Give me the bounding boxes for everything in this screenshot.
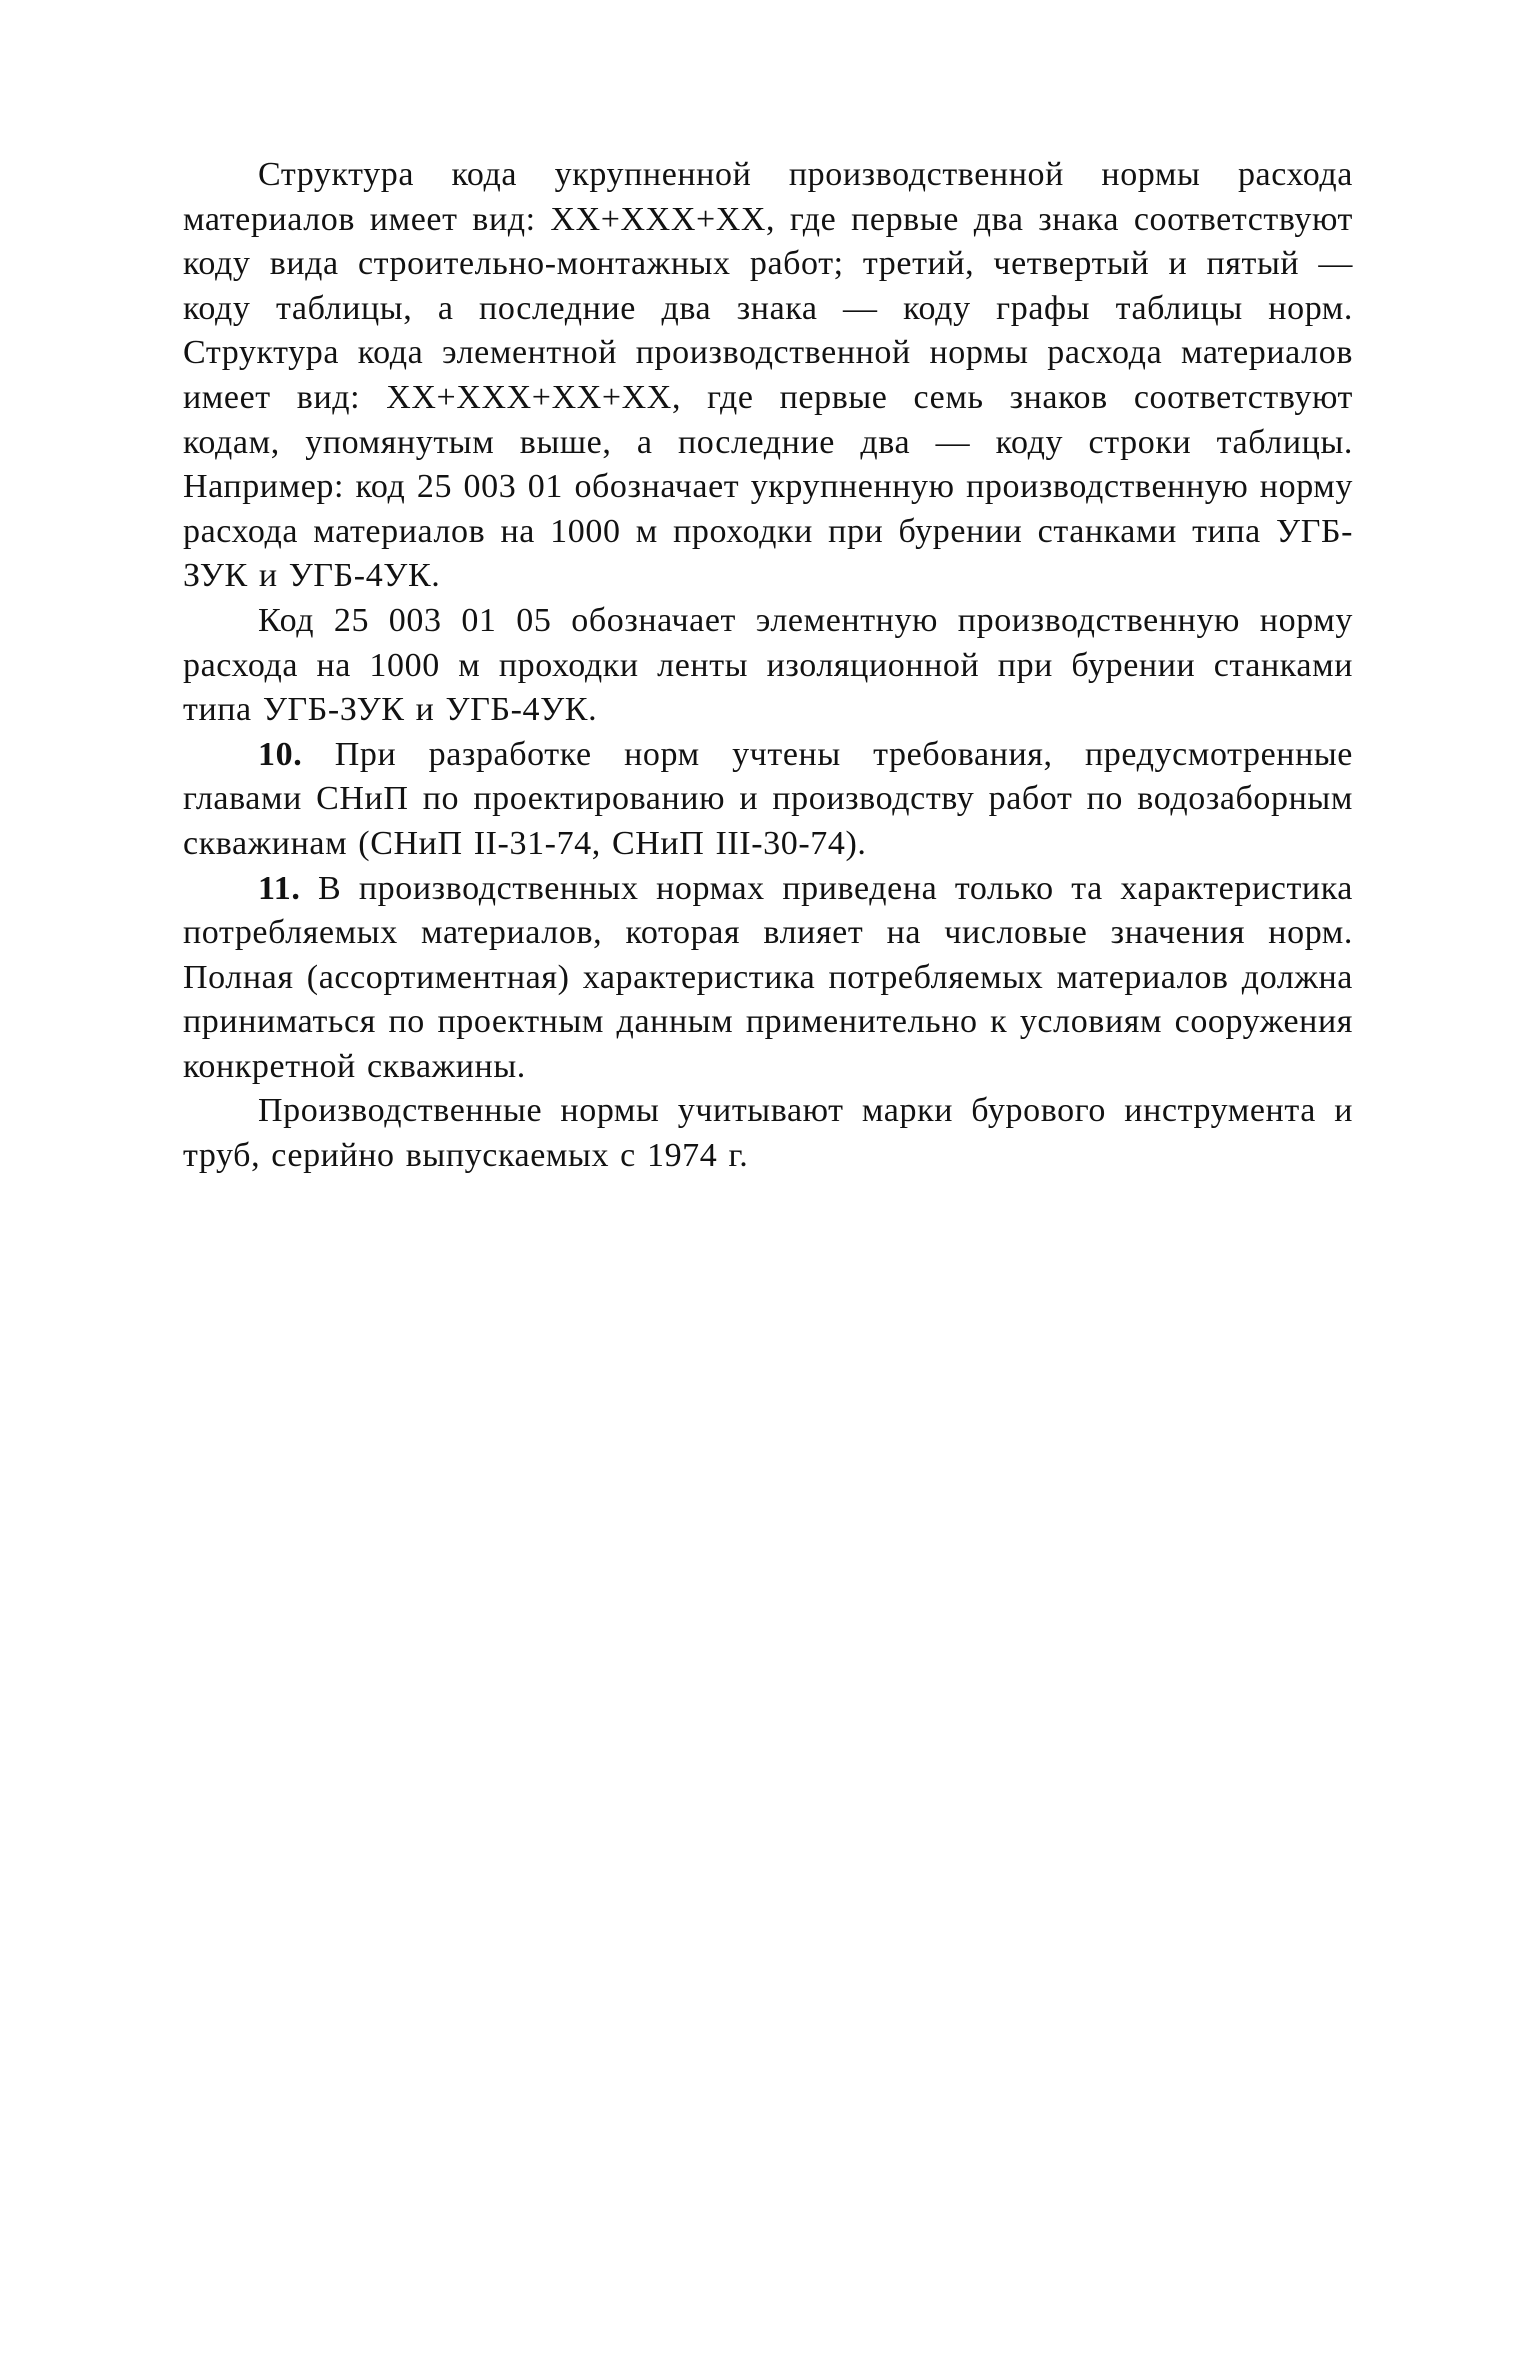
paragraph-code-example bbox=[183, 599, 1353, 733]
paragraph-text: При разработке норм учтены требования, предусмотренные главами СНиП по проектированию и производству работ по водозаборным скважинам (СНиП II-31-74, СНиП III-30-74). bbox=[183, 735, 1353, 862]
paragraph-tools bbox=[183, 1089, 1353, 1178]
paragraph-text: В производственных нормах приведена только та характеристика потребляемых материалов, которая влияет на числовые значения норм. Полная (ассортиментная) характеристика потребляемых материалов должна приниматься по проектным данным применительно к условиям сооружения конкретной скважины. bbox=[183, 869, 1353, 1085]
paragraph-text: Структура кода укрупненной производственной нормы расхода материалов имеет вид: XX+XXX+XX, где первые два знака соответствуют коду вида строительно-монтажных работ; третий, четвертый и пятый — коду таблицы, а последние два знака — коду графы таблицы норм. Структура кода элементной производственной нормы расхода материалов имеет вид: XX+XXX+XX+XX, где первые семь знаков соответствуют кодам, упомянутым выше, а последние два — коду строки таблицы. Например: код 25 003 01 обозначает укрупненную производственную норму расхода материалов на 1000 м проходки при бурении станками типа УГБ-ЗУК и УГБ-4УК. bbox=[183, 156, 1353, 595]
paragraph-10 bbox=[183, 733, 1353, 867]
body-text bbox=[183, 153, 1353, 1179]
paragraph-number: 11. bbox=[258, 869, 301, 907]
paragraph-number: 10. bbox=[258, 735, 303, 773]
paragraph-code-structure bbox=[183, 153, 1353, 599]
paragraph-text: Код 25 003 01 05 обозначает элементную производственную норму расхода на 1000 м проходки ленты изоляционной при бурении станками типа УГБ-ЗУК и УГБ-4УК. bbox=[183, 601, 1353, 729]
paragraph-11 bbox=[183, 867, 1353, 1090]
paragraph-text: Производственные нормы учитывают марки бурового инструмента и труб, серийно выпускаемых с 1974 г. bbox=[183, 1092, 1353, 1175]
